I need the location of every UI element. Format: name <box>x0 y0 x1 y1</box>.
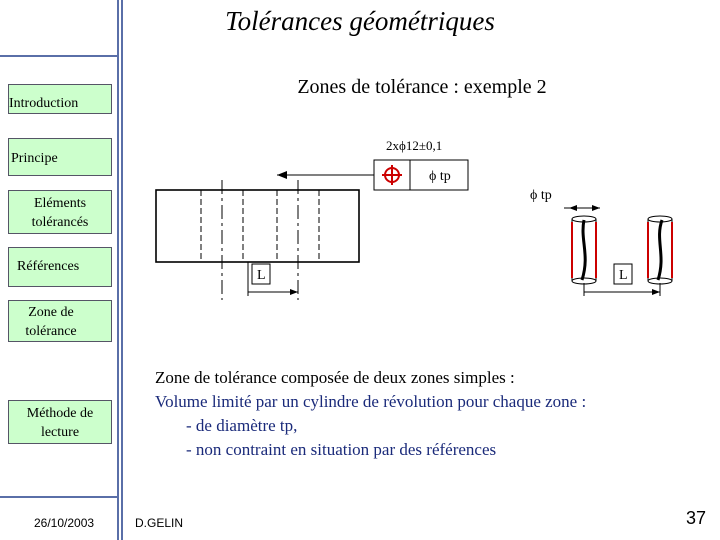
sidebar-item-label: Eléments tolérancés <box>31 196 89 230</box>
axis-curve-2 <box>658 220 662 280</box>
description-line-4: - non contraint en situation par des références <box>186 440 497 459</box>
footer-date: 26/10/2003 <box>34 516 95 530</box>
frame-tolerance-text: ϕ tp <box>429 169 451 184</box>
zone-diameter-label: ϕ tp <box>530 188 552 203</box>
sidebar-item-label: Introduction <box>9 96 79 111</box>
description-line-3: - de diamètre tp, <box>186 416 298 435</box>
zone-diameter-arrow-left <box>569 205 577 211</box>
length-dim-arrow-1 <box>290 289 298 295</box>
description-line-2: Volume limité par un cylindre de révolution pour chaque zone : <box>155 392 587 411</box>
leader-arrow <box>277 171 287 179</box>
slide-subtitle: Zones de tolérance : exemple 2 <box>297 76 547 98</box>
description-block <box>155 366 586 462</box>
part-outline <box>156 190 359 262</box>
page-title: Tolérances géométriques <box>225 6 495 36</box>
sidebar-item-label: Méthode de lecture <box>26 406 94 440</box>
length-dim-arrow-2 <box>652 289 660 295</box>
page-number: 37 <box>685 508 706 528</box>
sidebar-item-label: Zone de tolérance <box>25 305 77 339</box>
axis-curve-1 <box>582 220 585 280</box>
dimension-text: 2xϕ12±0,1 <box>386 138 443 153</box>
footer-author: D.GELIN <box>135 516 184 530</box>
sidebar-item-label: Principe <box>11 151 58 166</box>
length-label-2: L <box>619 268 628 283</box>
sidebar-item-label: Références <box>17 259 80 274</box>
length-label-1: L <box>257 268 266 283</box>
zone-diameter-arrow-right <box>592 205 600 211</box>
description-line-1: Zone de tolérance composée de deux zones simples : <box>155 368 515 387</box>
zone-cylinder-2-top <box>648 216 672 222</box>
